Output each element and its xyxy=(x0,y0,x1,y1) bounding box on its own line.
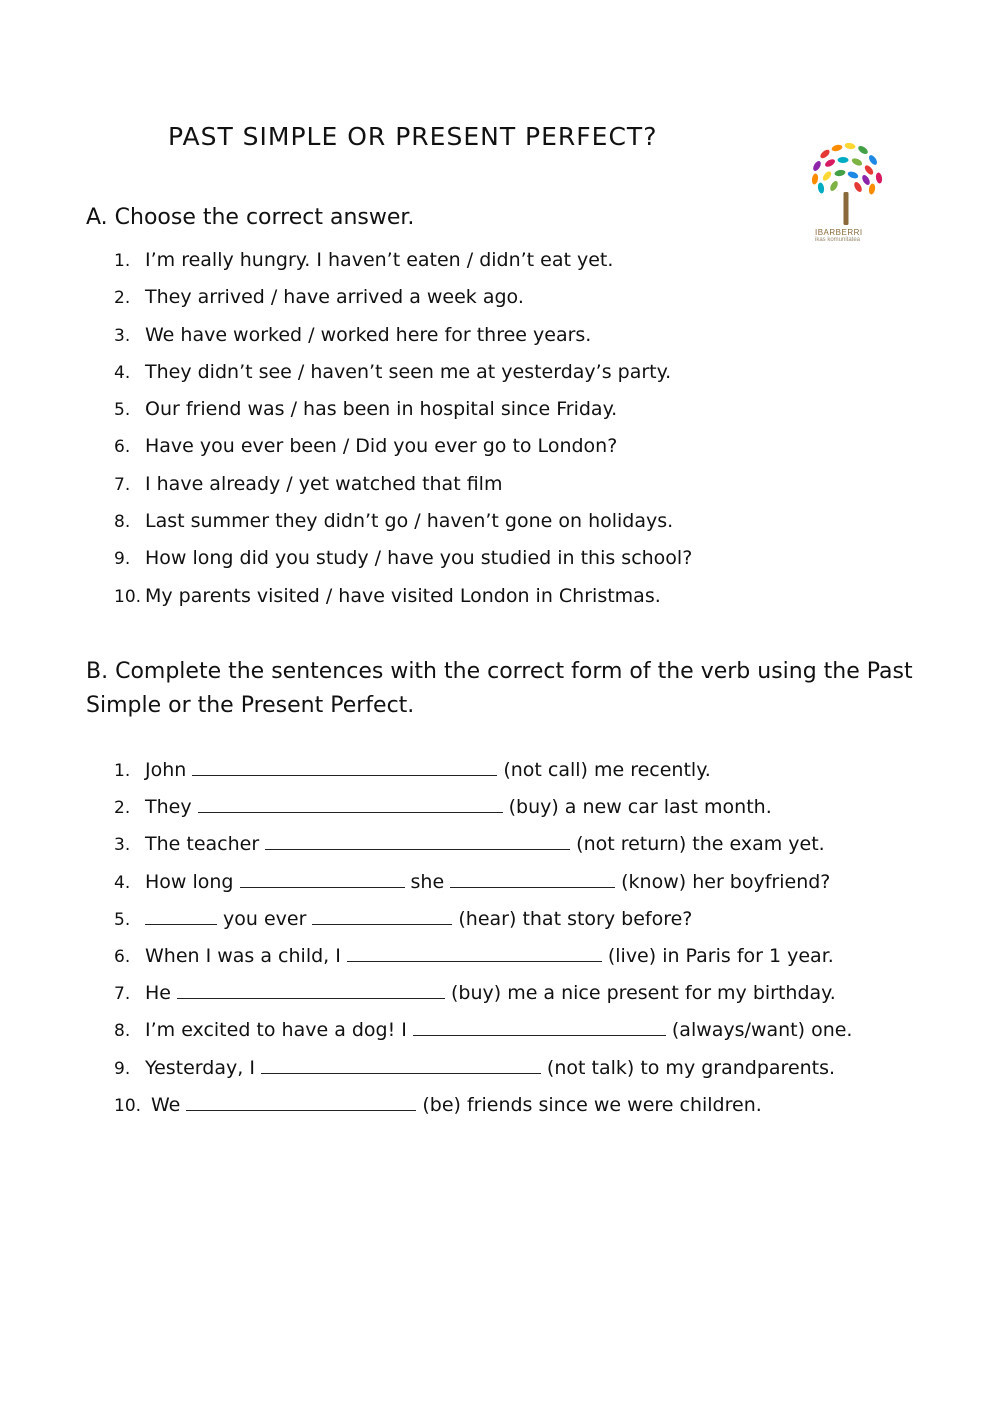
question-a-5 xyxy=(114,393,692,430)
question-number: 5. xyxy=(114,909,131,930)
logo-leaf xyxy=(844,142,856,150)
logo-leaf xyxy=(847,170,859,179)
logo-text xyxy=(815,229,890,243)
question-text: Last summer they didn’t go / haven’t gone on holidays. xyxy=(145,510,674,533)
sentence-part: you ever xyxy=(223,907,307,930)
question-number: 10. xyxy=(114,586,142,607)
answer-blank[interactable] xyxy=(186,1088,416,1111)
question-text: I have already / yet watched that film xyxy=(145,472,503,495)
logo-leaf xyxy=(811,173,819,185)
sentence-part: The teacher xyxy=(145,833,260,856)
question-number: 1. xyxy=(114,251,131,271)
logo-leaf xyxy=(838,157,849,163)
question-a-2 xyxy=(114,281,692,318)
question-a-1 xyxy=(114,244,692,281)
question-number: 3. xyxy=(114,835,131,856)
question-number: 4. xyxy=(114,362,131,383)
question-a-10 xyxy=(114,580,692,617)
question-text: Have you ever been / Did you ever go to London? xyxy=(145,435,618,458)
answer-blank[interactable] xyxy=(177,976,445,999)
logo-leaf xyxy=(853,181,864,194)
question-number: 6. xyxy=(114,437,131,458)
page-title: PAST SIMPLE OR PRESENT PERFECT? xyxy=(168,122,658,151)
section-b-heading: B. Complete the sentences with the correct form of the verb using the Past Simple or the Present Perfect. xyxy=(86,659,913,718)
logo-subtitle: ikas komunitatea xyxy=(815,237,861,243)
answer-blank[interactable] xyxy=(413,1013,666,1036)
question-number: 7. xyxy=(114,474,131,495)
logo-leaf xyxy=(861,174,872,187)
question-text: They arrived / have arrived a week ago. xyxy=(145,286,524,309)
answer-blank[interactable] xyxy=(347,939,602,962)
sentence-part: Yesterday, I xyxy=(145,1056,255,1079)
logo-leaf xyxy=(821,170,833,182)
sentence-part: (buy) a new car last month. xyxy=(508,796,772,819)
question-a-7 xyxy=(114,468,692,505)
question-number: 9. xyxy=(114,1058,131,1079)
question-a-4 xyxy=(114,356,692,393)
question-number: 5. xyxy=(114,400,131,421)
question-text: How long did you study / have you studied in this school? xyxy=(145,547,693,570)
question-number: 8. xyxy=(114,512,131,533)
answer-blank[interactable] xyxy=(240,865,405,888)
question-number: 1. xyxy=(114,761,131,781)
question-b-3 xyxy=(114,827,852,864)
logo-leaf xyxy=(831,144,843,153)
question-text: My parents visited / have visited London in Christmas. xyxy=(145,584,661,607)
logo-leaf xyxy=(863,164,875,176)
answer-blank[interactable] xyxy=(261,1051,541,1074)
sentence-part: They xyxy=(145,796,192,819)
question-number: 2. xyxy=(114,798,131,819)
question-b-5 xyxy=(114,902,852,939)
sentence-part: (not talk) to my grandparents. xyxy=(546,1056,836,1079)
question-a-8 xyxy=(114,505,692,542)
answer-blank[interactable] xyxy=(192,753,497,776)
sentence-part: (always/want) one. xyxy=(671,1019,853,1042)
question-a-9 xyxy=(114,542,692,579)
sentence-part: We xyxy=(151,1093,181,1116)
question-number: 8. xyxy=(114,1021,131,1042)
question-a-3 xyxy=(114,319,692,356)
logo-leaf xyxy=(875,172,883,184)
question-text: I’m really hungry. I haven’t eaten / didn’t eat yet. xyxy=(145,249,614,271)
sentence-part: (be) friends since we were children. xyxy=(422,1093,762,1116)
question-number: 3. xyxy=(114,325,131,346)
logo-leaf xyxy=(812,160,823,173)
sentence-part: How long xyxy=(145,870,234,893)
sentence-part: I’m excited to have a dog! I xyxy=(145,1019,407,1042)
sentence-part: (hear) that story before? xyxy=(458,907,693,930)
question-number: 6. xyxy=(114,946,131,967)
question-number: 4. xyxy=(114,872,131,893)
question-b-2 xyxy=(114,790,852,827)
question-b-4 xyxy=(114,865,852,902)
section-b-list xyxy=(114,753,852,1125)
question-text: We have worked / worked here for three years. xyxy=(145,323,592,346)
answer-blank[interactable] xyxy=(198,790,503,813)
logo-leaf xyxy=(824,158,837,169)
question-number: 9. xyxy=(114,549,131,570)
logo-leaf xyxy=(829,180,840,193)
question-number: 7. xyxy=(114,984,131,1005)
sentence-part: (know) her boyfriend? xyxy=(621,870,831,893)
logo-leaf xyxy=(819,148,831,160)
answer-blank[interactable] xyxy=(312,902,452,925)
logo-leaf xyxy=(834,169,846,177)
question-b-8 xyxy=(114,1013,852,1050)
sentence-part: she xyxy=(410,870,445,893)
answer-blank[interactable] xyxy=(450,865,615,888)
sentence-part: When I was a child, I xyxy=(145,944,341,967)
sentence-part: John xyxy=(145,759,187,781)
answer-blank[interactable] xyxy=(265,827,570,850)
sentence-part: He xyxy=(145,982,171,1005)
question-text: Our friend was / has been in hospital since Friday. xyxy=(145,398,618,421)
question-b-10 xyxy=(114,1088,852,1125)
logo-leaf xyxy=(868,183,876,195)
sentence-part: (not call) me recently. xyxy=(503,759,711,781)
logo-leaf xyxy=(817,182,825,194)
question-number: 10. xyxy=(114,1095,142,1116)
logo-name: IBARBERRI xyxy=(815,228,863,237)
sentence-part: (not return) the exam yet. xyxy=(576,833,825,856)
logo-leaf xyxy=(867,154,878,166)
question-number: 2. xyxy=(114,288,131,309)
answer-blank[interactable] xyxy=(145,902,217,925)
question-a-6 xyxy=(114,430,692,467)
question-text: They didn’t see / haven’t seen me at yesterday’s party. xyxy=(145,360,672,383)
logo-leaf xyxy=(851,157,864,167)
question-b-7 xyxy=(114,976,852,1013)
logo-leaf xyxy=(857,144,869,155)
sentence-part: (buy) me a nice present for my birthday. xyxy=(450,982,836,1005)
sentence-part: (live) in Paris for 1 year. xyxy=(607,944,834,967)
question-b-9 xyxy=(114,1051,852,1088)
question-b-6 xyxy=(114,939,852,976)
section-a-list xyxy=(114,244,692,617)
question-b-1 xyxy=(114,753,852,790)
section-a-heading: A. Choose the correct answer. xyxy=(86,205,415,230)
